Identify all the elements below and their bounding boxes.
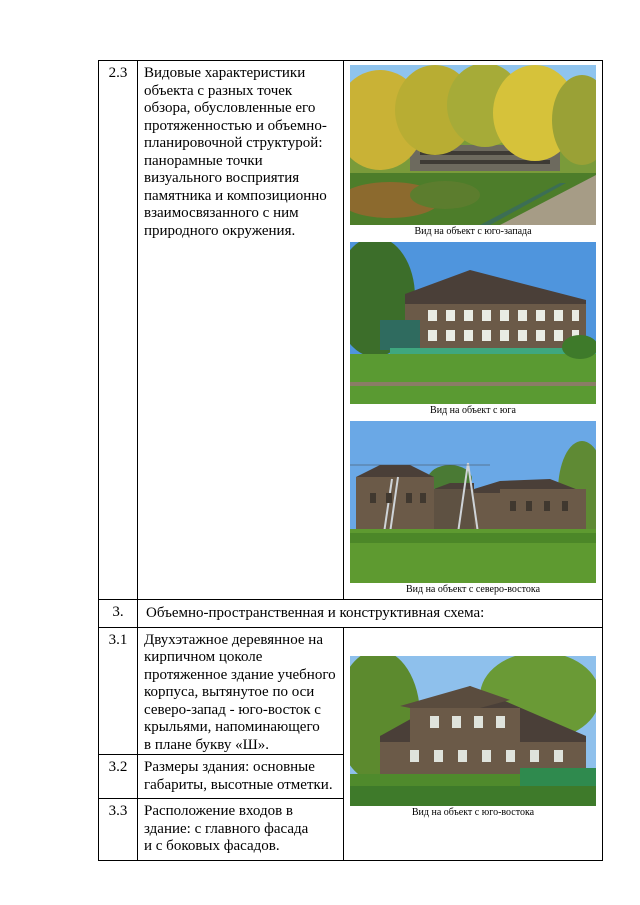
photo-southeast: [350, 656, 596, 819]
desc-line: корпуса, вытянутое по оси: [144, 684, 315, 700]
row-description: [138, 627, 344, 755]
row-description: [138, 61, 344, 600]
photo-caption: Вид на объект с юго-запада: [414, 226, 532, 237]
photos-cell: [344, 61, 603, 600]
photo-southwest: [350, 65, 596, 238]
desc-line: крыльями, напоминающего: [144, 719, 320, 735]
photo-southeast-image: [350, 656, 596, 806]
desc-line: планировочной структурой:: [144, 135, 323, 151]
photo-cell-southeast: [344, 627, 603, 861]
desc-line: протяженностью и объемно-: [144, 117, 327, 134]
photo-northeast-image: [350, 421, 596, 583]
desc-line: и с боковых фасадов.: [144, 838, 280, 854]
desc-line: взаимосвязанного с ним: [144, 205, 299, 221]
desc-line: визуального восприятия: [144, 170, 300, 186]
desc-line: Размеры здания: основные: [144, 759, 315, 775]
row-3: [99, 600, 603, 628]
row-number: 3.3: [99, 799, 138, 861]
row-number: 2.3: [99, 61, 138, 600]
row-2-3: [99, 61, 603, 600]
photo-caption: Вид на объект с юга: [430, 405, 516, 416]
desc-line: северо-запад - юго-восток с: [144, 701, 321, 718]
desc-line: памятника и композиционно: [144, 187, 327, 204]
desc-line: в плане букву «Ш».: [144, 736, 269, 753]
section-title: Объемно-пространственная и конструктивная схема:: [138, 600, 603, 628]
attributes-table: [98, 60, 603, 861]
photo-southwest-image: [350, 65, 596, 225]
desc-line: здание: с главного фасада: [144, 820, 309, 837]
desc-line: Видовые характеристики: [144, 65, 306, 81]
row-number: 3.2: [99, 755, 138, 799]
photo-caption: Вид на объект с северо-востока: [405, 584, 541, 595]
row-description: [138, 755, 344, 799]
row-description: [138, 799, 344, 861]
row-3-1: [99, 627, 603, 755]
desc-line: габариты, высотные отметки.: [144, 776, 333, 793]
desc-line: протяженное здание учебного: [144, 666, 336, 683]
desc-line: кирпичном цоколе: [144, 649, 263, 665]
desc-line: панорамные точки: [144, 152, 263, 169]
row-number: 3.1: [99, 627, 138, 755]
desc-line: обзора, обусловленные его: [144, 100, 316, 116]
desc-line: природного окружения.: [144, 222, 296, 239]
photo-caption: Вид на объект с юго-востока: [411, 806, 535, 818]
desc-line: объекта с разных точек: [144, 82, 293, 99]
photo-south-image: [350, 242, 596, 404]
photo-south: [350, 242, 596, 417]
desc-line: Расположение входов в: [144, 803, 294, 819]
photo-northeast: [350, 421, 596, 596]
desc-line: Двухэтажное деревянное на: [144, 631, 323, 648]
row-number: 3.: [99, 600, 138, 628]
